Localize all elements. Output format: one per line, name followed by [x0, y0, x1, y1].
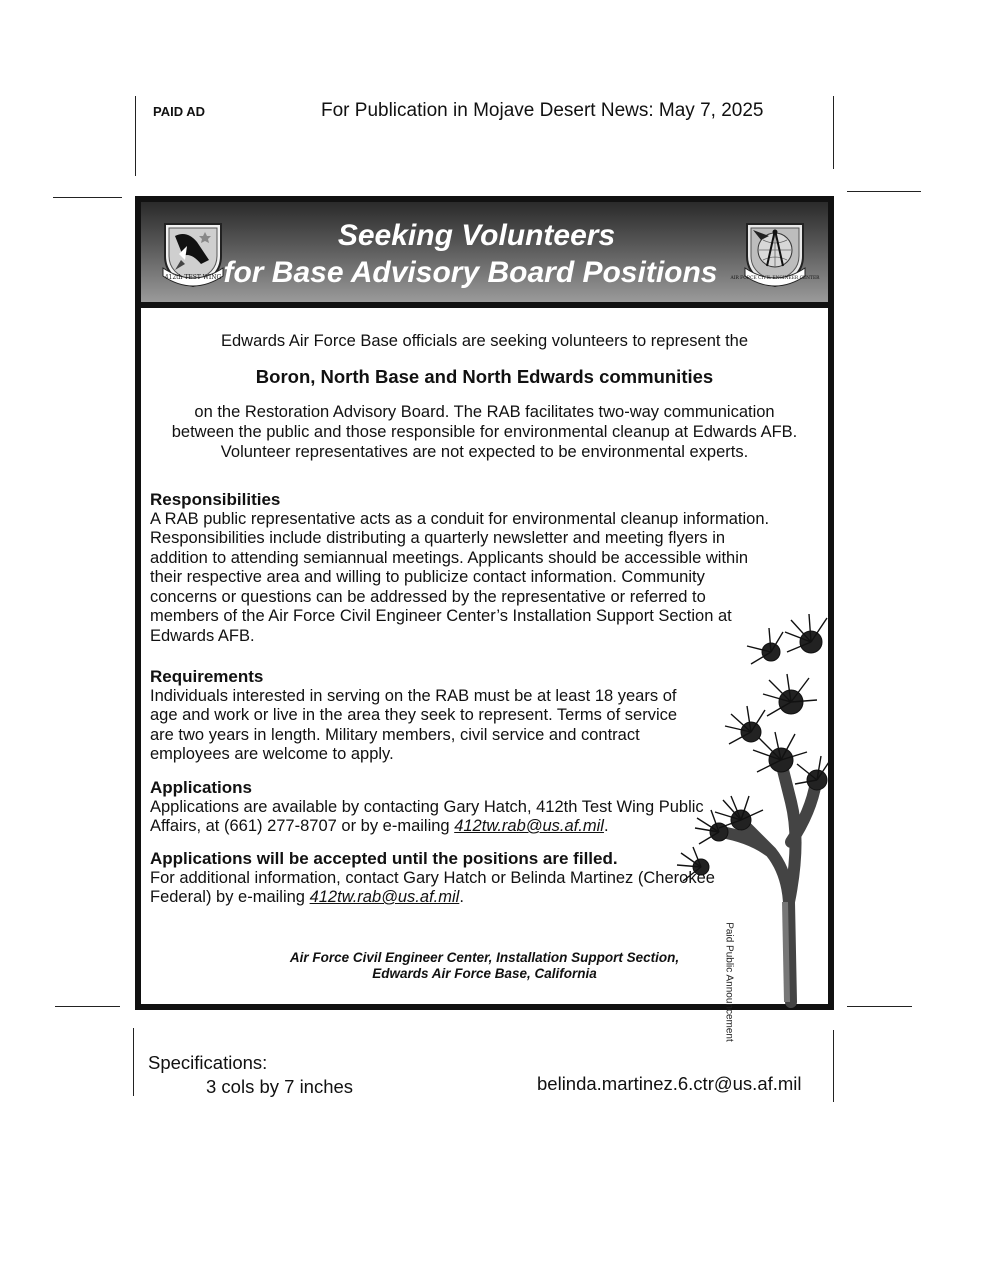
- deadline-text: [150, 869, 770, 908]
- applications-email-link[interactable]: 412tw.rab@us.af.mil: [454, 817, 604, 835]
- banner-title-line2: for Base Advisory Board Positions: [223, 256, 718, 289]
- requirements-section: [150, 667, 690, 765]
- footer-credit-line1: Air Force Civil Engineer Center, Installation Support Section,: [289, 950, 680, 965]
- crop-mark: [833, 1030, 834, 1102]
- deadline-end: .: [459, 888, 464, 906]
- intro-line: Edwards Air Force Base officials are seeking volunteers to represent the: [220, 332, 749, 350]
- advertisement: [135, 196, 834, 1042]
- crop-mark: [53, 197, 122, 198]
- svg-text:AIR FORCE CIVIL ENGINEER CENTE: AIR FORCE CIVIL ENGINEER CENTER: [730, 276, 820, 281]
- requirements-body: Individuals interested in serving on the RAB must be at least 18 years of age and work or live in the area they seek to represent. Terms of service are two years in length. Military members, civil service and contract employees are welcome to apply.: [150, 686, 678, 763]
- applications-body: Applications are available by contacting Gary Hatch, 412th Test Wing Public Affairs, at (661) 277-8707 or by e-mailing: [150, 797, 704, 835]
- applications-section: [150, 778, 710, 837]
- requirements-heading: Requirements: [150, 667, 264, 686]
- applications-heading: Applications: [150, 778, 253, 797]
- deadline-email-link[interactable]: 412tw.rab@us.af.mil: [309, 888, 460, 906]
- contact-email: belinda.martinez.6.ctr@us.af.mil: [537, 1073, 802, 1094]
- paid-ad-label: PAID AD: [153, 104, 205, 119]
- responsibilities-body: A RAB public representative acts as a conduit for environmental cleanup information. Responsibilities include distributing a quarterly newsletter and meeting flyers in addition to attending semiannual meetings. Applicants should be accessible within their respective area and willing to publicize contact information. Community concerns or questions can be addressed by the representative or referred to members of the Air Force Civil Engineer Center’s Installation Support Section at Edwards AFB.: [150, 509, 770, 645]
- responsibilities-heading: Responsibilities: [150, 490, 281, 509]
- specifications-label: Specifications:: [148, 1052, 268, 1073]
- civil-engineer-center-emblem-icon: [730, 216, 820, 290]
- crop-mark: [847, 1006, 912, 1007]
- crop-mark: [135, 96, 136, 176]
- publication-line: For Publication in Mojave Desert News: May 7, 2025: [321, 100, 764, 121]
- crop-mark: [55, 1006, 120, 1007]
- footer-credit-line2: Edwards Air Force Base, California: [372, 966, 597, 981]
- intro-paragraph-text: on the Restoration Advisory Board. The RAB facilitates two-way communication between the public and those responsible for environmental cleanup at Edwards AFB. Volunteer representatives are not expected to be environmental experts.: [171, 403, 798, 461]
- applications-text: [150, 798, 710, 837]
- deadline-heading: Applications will be accepted until the positions are filled.: [150, 849, 618, 868]
- crop-mark: [133, 1028, 134, 1096]
- deadline-section: [150, 849, 770, 908]
- applications-end: .: [603, 817, 609, 835]
- paid-announcement-note: Paid Public Announcement: [723, 922, 735, 1042]
- specifications-value: 3 cols by 7 inches: [206, 1076, 354, 1097]
- ad-banner: [141, 202, 828, 308]
- communities-heading: Boron, North Base and North Edwards communities: [255, 366, 714, 387]
- responsibilities-section: [150, 490, 770, 646]
- svg-text:412th TEST WING: 412th TEST WING: [164, 274, 222, 281]
- crop-mark: [833, 96, 834, 169]
- banner-title-line1: Seeking Volunteers: [337, 219, 616, 252]
- intro-paragraph: [141, 402, 828, 462]
- crop-mark: [847, 191, 921, 192]
- deadline-body: For additional information, contact Gary Hatch or Belinda Martinez (Cherokee Federal) by e-mailing: [150, 868, 715, 906]
